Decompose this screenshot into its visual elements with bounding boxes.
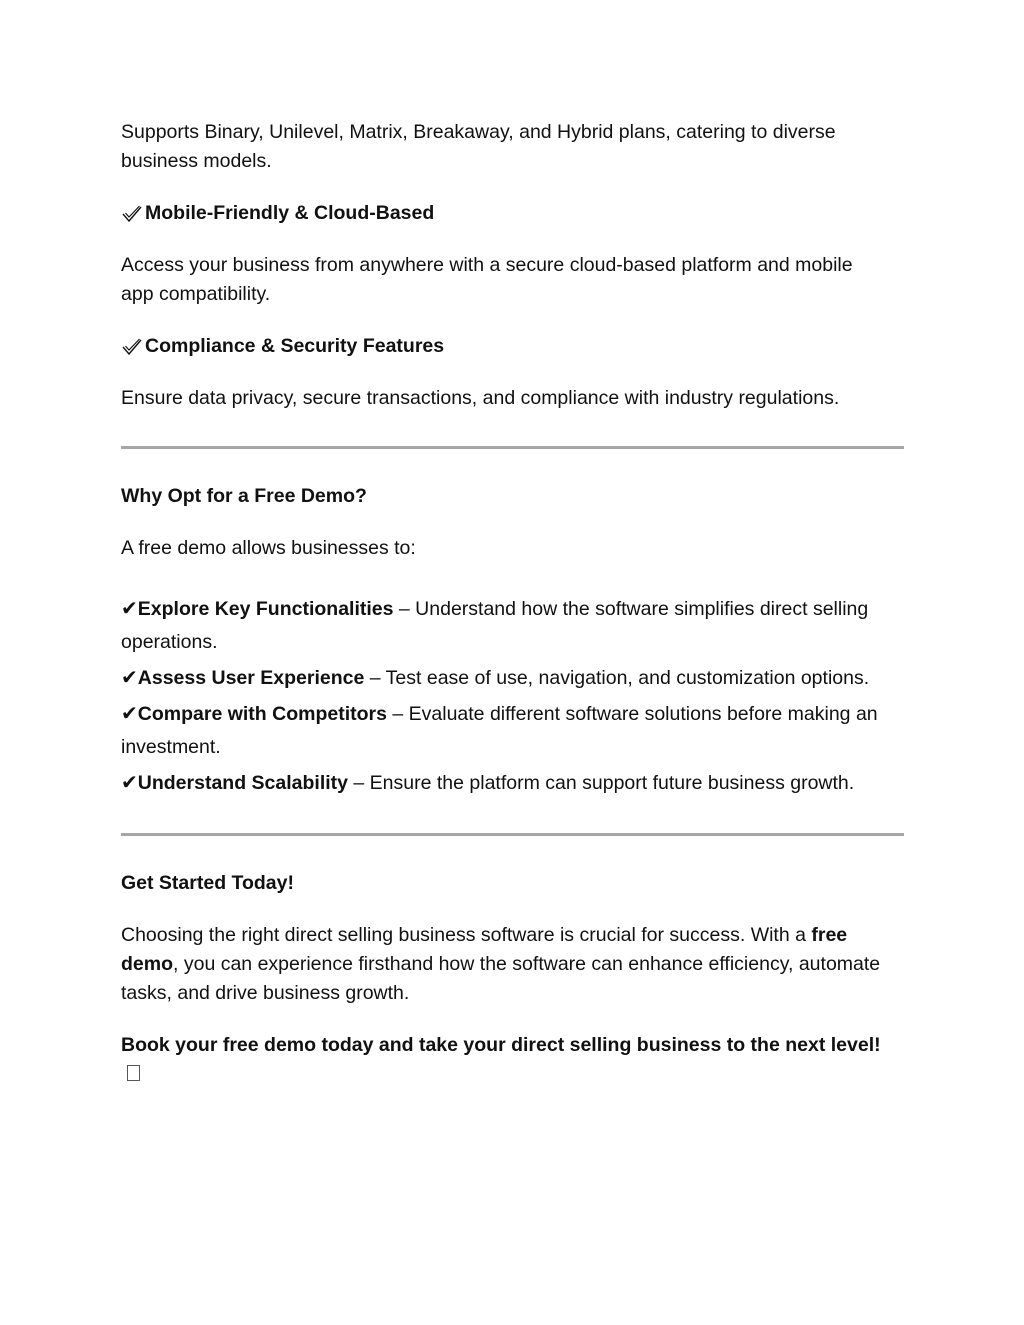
benefit-item bbox=[121, 698, 881, 764]
feature-body: Ensure data privacy, secure transactions, and compliance with industry regulations. bbox=[121, 387, 840, 409]
heavy-check-icon: ✔ bbox=[121, 772, 138, 794]
check-outline-icon bbox=[121, 337, 143, 357]
benefit-term: Assess User Experience bbox=[137, 667, 365, 689]
section-divider bbox=[121, 446, 904, 449]
benefit-item bbox=[121, 662, 881, 695]
feature-block bbox=[121, 199, 881, 309]
closing-text-after: , you can experience firsthand how the software can enhance efficiency, automate tasks, and drive business growth. bbox=[121, 953, 881, 1004]
feature-heading bbox=[121, 199, 881, 228]
benefit-item bbox=[121, 593, 881, 659]
benefit-description: – Test ease of use, navigation, and customization options. bbox=[364, 667, 870, 689]
call-to-action-text: Book your free demo today and take your direct selling business to the next level! bbox=[121, 1034, 881, 1056]
feature-heading bbox=[121, 332, 881, 361]
check-outline-icon bbox=[121, 204, 143, 224]
document-page bbox=[121, 118, 881, 1089]
feature-body: Access your business from anywhere with a secure cloud-based platform and mobile app compatibility. bbox=[121, 254, 853, 305]
call-to-action bbox=[121, 1031, 881, 1089]
benefit-description: – Evaluate different software solutions before making an investment. bbox=[121, 703, 878, 758]
closing-text-before: Choosing the right direct selling business software is crucial for success. With a bbox=[121, 924, 812, 946]
benefit-term: Explore Key Functionalities bbox=[137, 598, 394, 620]
benefit-term: Compare with Competitors bbox=[137, 703, 387, 725]
demo-section-title: Why Opt for a Free Demo? bbox=[121, 485, 367, 507]
benefit-term: Understand Scalability bbox=[137, 772, 348, 794]
feature-heading-text: Compliance & Security Features bbox=[145, 335, 445, 357]
closing-paragraph bbox=[121, 921, 881, 1008]
feature-block bbox=[121, 332, 881, 413]
missing-glyph-icon bbox=[127, 1065, 140, 1081]
benefit-description: – Understand how the software simplifies direct selling operations. bbox=[121, 598, 869, 653]
closing-text-bold: free demo bbox=[121, 924, 848, 975]
heavy-check-icon: ✔ bbox=[121, 703, 138, 725]
benefit-description: – Ensure the platform can support future business growth. bbox=[348, 772, 855, 794]
section-divider bbox=[121, 833, 904, 836]
heavy-check-icon: ✔ bbox=[121, 598, 138, 620]
demo-section-lead: A free demo allows businesses to: bbox=[121, 537, 416, 559]
benefit-item bbox=[121, 767, 881, 800]
intro-paragraph: Supports Binary, Unilevel, Matrix, Breakaway, and Hybrid plans, catering to diverse business models. bbox=[121, 121, 836, 172]
closing-section-title: Get Started Today! bbox=[121, 872, 294, 894]
feature-heading-text: Mobile-Friendly & Cloud-Based bbox=[145, 202, 435, 224]
heavy-check-icon: ✔ bbox=[121, 667, 138, 689]
